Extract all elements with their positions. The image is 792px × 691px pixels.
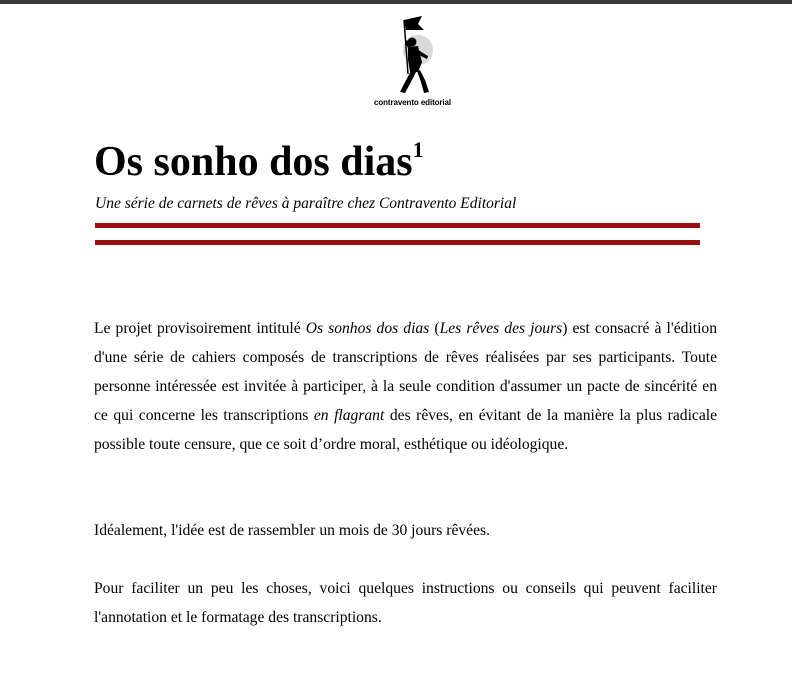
flag-bearer-icon [374,14,446,98]
paragraph-project-intro: Le projet provisoirement intitulé Os sonhos dos dias (Les rêves des jours) est consacré à l'édition d'une série de cahiers composés de transcriptions de rêves réalisées par ses participants. Toute personne intéressée est invitée à participer, à la seule condition d'assumer un pacte de sincérité en ce qui concerne les transcriptions en flagrant des rêves, en évitant de la manière la plus radicale possible toute censure, que ce soit d’ordre moral, esthétique ou idéologique. [94,320,718,453]
logo [360,14,460,110]
paragraph-instructions: Pour faciliter un peu les choses, voici quelques instructions ou conseils qui peuvent faciliter l'annotation et le formatage des transcriptions. [94,580,717,626]
red-rule-bottom [95,240,700,245]
footnote-mark[interactable]: 1 [412,137,424,162]
paragraph-goal: Idéalement, l'idée est de rassembler un mois de 30 jours rêvées. [94,522,490,539]
document-subtitle: Une série de carnets de rêves à paraître chez Contravento Editorial [95,195,517,212]
title-text: Os sonho dos dias [94,139,413,185]
top-border [0,0,792,4]
document-title [94,138,424,186]
red-rule-top [95,223,700,228]
logo-text: contravento editorial [374,98,452,107]
